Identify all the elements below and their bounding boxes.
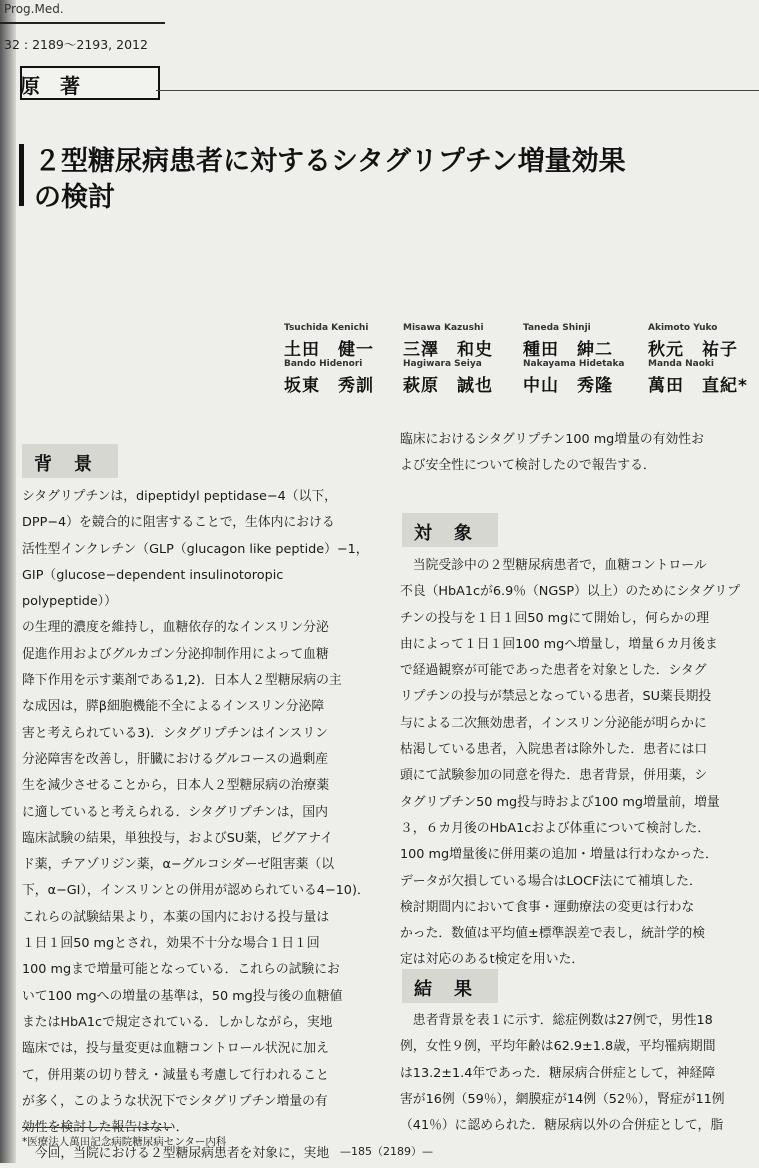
author-kanji: 秋元 祐子 [648,340,738,360]
title-line-2: の検討 [34,182,115,213]
text-line: 促進作用およびグルカゴン分泌抑制作用によって血糖 [22,646,329,662]
text-line: 今回，当院における２型糖尿病患者を対象に，実地 [22,1146,330,1162]
author-kanji: 中山 秀隆 [523,376,613,396]
text-line: データが欠損している場合はLOCF法にて補填した． [400,873,702,889]
author-kanji: 坂東 秀訓 [284,376,374,396]
genre-label: 原著 [20,74,100,98]
text-line: で経過観察が可能であった患者を対象とした．シタグ [400,663,707,679]
text-line: GIP（glucose−dependent insulinotoropic polypeptide）） [22,567,284,610]
article-title [34,144,754,216]
text-line: 頭にて試験参加の同意を得た．患者背景，併用薬，シ [400,768,708,784]
text-line: 100 mg増量後に併用薬の追加・増量は行わなかった． [400,847,718,863]
background-body [22,484,372,1168]
author-romaji: Akimoto Yuko [648,323,718,333]
text-line: 下，α−GI），インスリンとの併用が認められている4−10)． [22,883,370,899]
author-romaji: Manda Naoki [648,359,714,369]
background-continuation [400,427,752,480]
author-romaji: Hagiwara Seiya [403,359,482,369]
citation: 32 : 2189～2193, 2012 [4,37,148,52]
text-line: 害と考えられている3)．シタグリプチンはインスリン [22,725,328,741]
author-kanji: 萬田 直紀* [648,376,748,396]
text-line: は13.2±1.4年であった．糖尿病合併症として，神経障 [400,1065,716,1081]
title-accent-bar [19,144,24,206]
text-line: 定は対応のあるt検定を用いた． [400,952,585,968]
page-binding-shadow [0,0,16,1163]
text-line: な成因は，膵β細胞機能不全によるインスリン分泌障 [22,699,325,715]
header-rule [0,22,165,24]
text-line: 臨床試験の結果，単独投与，およびSU薬，ビグアナイ [22,830,333,846]
text-line: の生理的濃度を維持し，血糖依存的なインスリン分泌 [22,620,329,636]
author-kanji: 三澤 和史 [403,340,493,360]
title-line-1: ２型糖尿病患者に対するシタグリプチン増量効果 [34,146,626,177]
genre-rule [156,90,759,91]
text-line: かった．数値は平均値±標準誤差で表し，統計学的検 [400,926,706,942]
text-line: リプチンの投与が禁忌となっている患者，SU薬長期投 [400,689,712,705]
author-kanji: 土田 健一 [284,340,374,360]
section-heading-subjects: 対象 [414,523,494,544]
author-romaji: Bando Hidenori [284,359,363,369]
text-line: チンの投与を１日１回50 mgにて開始し，何らかの理 [400,610,710,626]
author-romaji: Misawa Kazushi [403,323,484,333]
text-line: （41％）に認められた．糖尿病以外の合併症として，脂 [400,1118,724,1134]
text-line: １日１回50 mgとされ，効果不十分な場合１日１回 [22,936,320,952]
footnote: *医療法人萬田記念病院糖尿病センター内科 [22,1136,227,1148]
text-line: よび安全性について検討したので報告する． [400,458,656,474]
text-line: DPP−4）を競合的に阻害することで，生体内における [22,515,335,531]
subjects-body [400,553,752,974]
text-line: 与による二次無効患者，インスリン分泌能が明らかに [400,715,707,731]
text-line: 由によって１日１回100 mgへ増量し，増量６カ月後ま [400,636,718,652]
text-line: シタグリプチンは，dipeptidyl peptidase−4（以下， [22,489,337,504]
text-line: 生を減少させることから，日本人２型糖尿病の治療薬 [22,778,330,794]
text-line: 当院受診中の２型糖尿病患者で，血糖コントロール [400,558,707,573]
text-line: 分泌障害を改善し，肝臓におけるグルコースの過剰産 [22,751,329,767]
journal-name: Prog.Med. [4,2,64,16]
author-romaji: Tsuchida Kenichi [284,323,369,333]
text-line: タグリプチン50 mg投与時および100 mg増量前，増量 [400,794,720,810]
text-line: 枯渇している患者，入院患者は除外した．患者には口 [400,742,708,758]
text-line: 臨床におけるシタグリプチン100 mg増量の有効性お [400,432,704,447]
text-line: 降下作用を示す薬剤である1,2)．日本人２型糖尿病の主 [22,673,342,689]
author-kanji: 萩原 誠也 [403,376,493,396]
section-heading-background: 背景 [34,454,114,475]
author-romaji: Nakayama Hidetaka [523,359,625,369]
author-romaji: Taneda Shinji [523,323,591,333]
text-line: 検討期間内において食事・運動療法の変更は行わな [400,899,695,915]
text-line: 効性を検討した報告はない． [22,1120,189,1136]
text-line: ド薬，チアゾリジン薬，α−グルコシダーゼ阻害薬（以 [22,857,335,873]
text-line: 患者背景を表１に示す．総症例数は27例で，男性18 [400,1013,713,1028]
text-line: いて100 mgへの増量の基準は，50 mg投与後の血糖値 [22,988,343,1004]
text-line: 活性型インクレチン（GLP（glucagon like peptide）−1， [22,541,369,557]
text-line: て，併用薬の切り替え・減量も考慮して行われること [22,1067,329,1083]
text-line: 臨床では，投与量変更は血糖コントロール状況に加え [22,1041,329,1057]
text-line: これらの試験結果より，本薬の国内における投与量は [22,909,330,925]
text-line: 100 mgまで増量可能となっている．これらの試験にお [22,962,340,978]
text-line: 害が16例（59％），網膜症が14例（52％），腎症が11例 [400,1091,725,1107]
text-line: に適していると考えられる．シタグリプチンは，国内 [22,804,328,820]
results-body [400,1008,752,1139]
section-heading-results: 結果 [414,979,494,1000]
text-line: ３，６カ月後のHbA1cおよび体重について検討した． [400,820,711,836]
page-number: —185（2189）— [340,1145,433,1158]
text-line: 不良（HbA1cが6.9％（NGSP）以上）のためにシタグリプ [400,584,740,600]
text-line: が多く，このような状況下でシタグリプチン増量の有 [22,1093,328,1109]
footnote-rule [22,1127,172,1128]
author-kanji: 種田 紳二 [523,340,613,360]
text-line: 例，女性９例，平均年齢は62.9±1.8歳，平均罹病期間 [400,1039,716,1055]
text-line: またはHbA1cで規定されている．しかしながら，実地 [22,1014,333,1030]
